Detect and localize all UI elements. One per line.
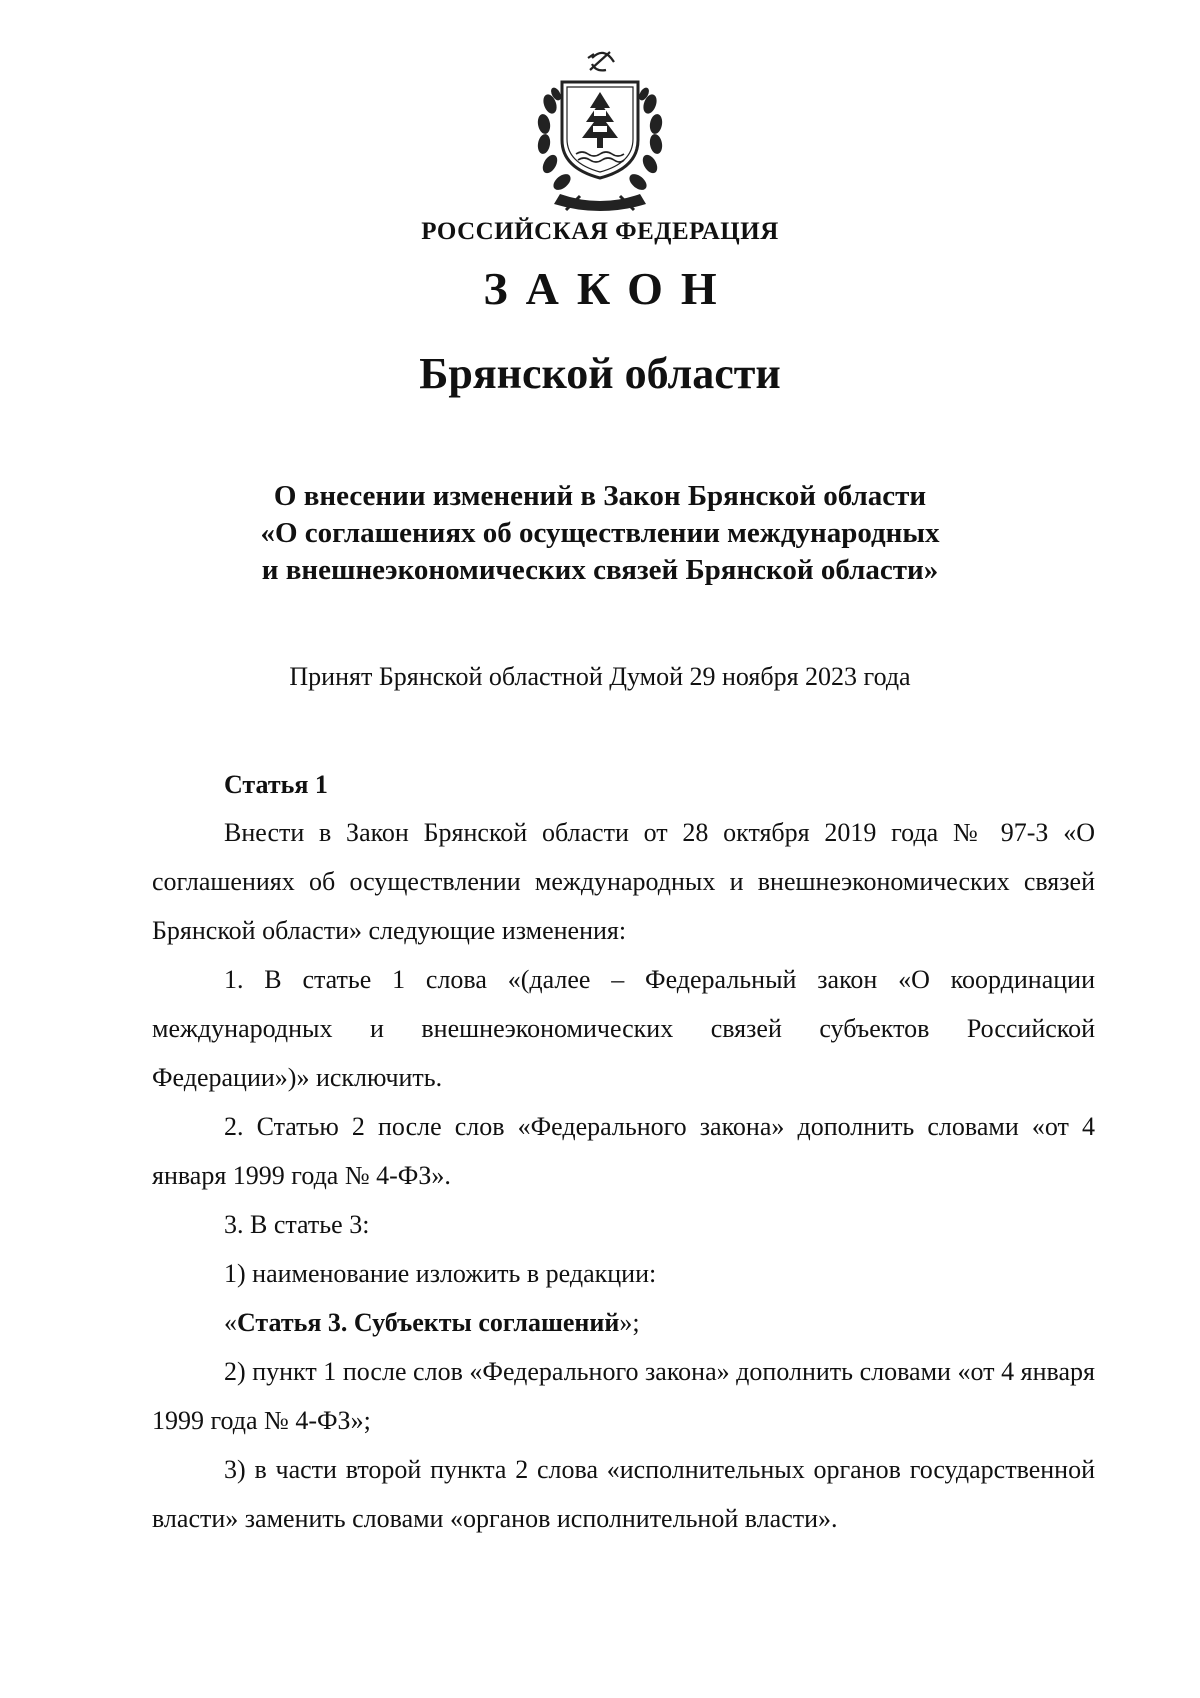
article-heading: Статья 1 — [224, 770, 328, 799]
article-subitem-3: 3) в части второй пункта 2 слова «исполнительных органов государственной власти» заменить словами «органов исполнительной власти». — [152, 1455, 1095, 1533]
article-item-1: 1. В статье 1 слова «(далее – Федеральный закон «О координации международных и внешнеэкономических связей субъектов Российской Федерации»)» исключить. — [152, 965, 1095, 1092]
law-title-line: О внесении изменений в Закон Брянской области — [273, 480, 927, 512]
country-name: РОССИЙСКАЯ ФЕДЕРАЦИЯ — [421, 218, 779, 245]
article-intro: Внести в Закон Брянской области от 28 октября 2019 года № 97-З «О соглашениях об осуществлении международных и внешнеэкономических связей Брянской области» следующие изменения: — [152, 818, 1095, 945]
article-subitem-1: 1) наименование изложить в редакции: — [224, 1259, 657, 1288]
quoted-article-title: Статья 3. Субъекты соглашений — [237, 1308, 620, 1337]
law-title — [0, 478, 1200, 589]
article-subitem-2: 2) пункт 1 после слов «Федерального закона» дополнить словами «от 4 января 1999 года № 4-ФЗ»; — [152, 1357, 1095, 1435]
law-title-line: «О соглашениях об осуществлении международных — [260, 517, 940, 549]
adoption-note: Принят Брянской областной Думой 29 ноября 2023 года — [289, 662, 911, 691]
article-body — [152, 808, 1095, 1543]
law-title-line: и внешнеэкономических связей Брянской области» — [261, 554, 939, 586]
article-item-2: 2. Статью 2 после слов «Федерального закона» дополнить словами «от 4 января 1999 года № 4-ФЗ». — [152, 1112, 1095, 1190]
quote-open: « — [224, 1308, 237, 1337]
article-subitem-1-quote — [152, 1298, 1095, 1347]
document-type: ЗАКОН — [483, 263, 735, 314]
article-item-3: 3. В статье 3: — [224, 1210, 370, 1239]
coat-of-arms-icon — [520, 44, 680, 212]
quote-close: »; — [619, 1308, 640, 1337]
region-name: Брянской области — [419, 349, 781, 398]
